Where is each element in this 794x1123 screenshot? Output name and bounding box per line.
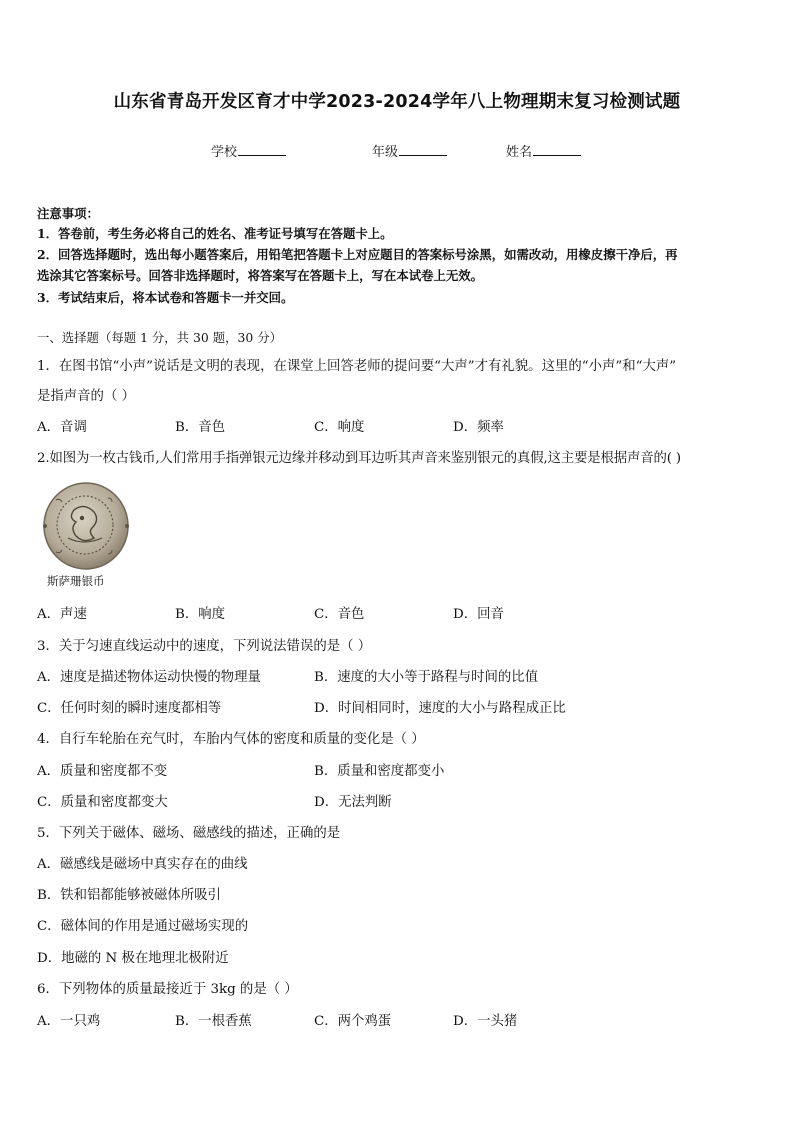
q3-option-c: C．任何时刻的瞬时速度都相等: [37, 701, 222, 716]
q2-option-d: D．回音: [453, 607, 504, 622]
q1-stem-line1: 1．在图书馆“小声”说话是文明的表现，在课堂上回答老师的提问要“大声”才有礼貌。这里的“小声”和“大声”: [37, 359, 677, 374]
q6-stem: 6．下列物体的质量最接近于 3kg 的是（ ）: [37, 982, 298, 997]
grade-blank: [399, 142, 447, 156]
coin-caption: 斯萨珊银币: [47, 574, 105, 588]
q5-stem: 5．下列关于磁体、磁场、磁感线的描述，正确的是: [37, 826, 341, 841]
q3-option-a: A．速度是描述物体运动快慢的物理量: [37, 670, 261, 685]
q3-stem: 3．关于匀速直线运动中的速度，下列说法错误的是（ ）: [37, 639, 372, 654]
school-field: [211, 141, 286, 160]
q5-option-a: A．磁感线是磁场中真实存在的曲线: [37, 857, 248, 872]
q1-option-d: D．频率: [453, 420, 504, 435]
notes-item-1: 1．答卷前，考生务必将自己的姓名、准考证号填写在答题卡上。: [37, 226, 393, 241]
q1-option-b: B．音色: [175, 420, 226, 435]
name-label: 姓名: [506, 145, 533, 160]
school-blank: [238, 142, 286, 156]
notes-item-3: 3．考试结束后，将本试卷和答题卡一并交回。: [37, 290, 294, 305]
q4-option-c: C．质量和密度都变大: [37, 795, 168, 810]
q3-option-b: B．速度的大小等于路程与时间的比值: [314, 670, 539, 685]
q6-option-c: C．两个鸡蛋: [314, 1014, 392, 1029]
notes-item-2: 2．回答选择题时，选出每小题答案后，用铅笔把答题卡上对应题目的答案标号涂黑，如需改动，用橡皮擦干净后，再: [37, 247, 678, 262]
section-heading: 一、选择题（每题 1 分，共 30 题，30 分）: [37, 330, 282, 345]
notes-item-2-cont: 选涂其它答案标号。回答非选择题时，将答案写在答题卡上，写在本试卷上无效。: [37, 268, 484, 283]
q1-option-a: A．音调: [37, 420, 87, 435]
q2-option-c: C．音色: [314, 607, 365, 622]
q2-option-a: A．声速: [37, 607, 87, 622]
q6-option-d: D．一头猪: [453, 1014, 518, 1029]
q3-option-d: D．时间相同时，速度的大小与路程成正比: [314, 701, 566, 716]
name-blank: [533, 142, 581, 156]
q1-stem-line2: 是指声音的（ ）: [37, 389, 135, 404]
q5-option-c: C．磁体间的作用是通过磁场实现的: [37, 919, 249, 934]
q4-option-d: D．无法判断: [314, 795, 392, 810]
q4-stem: 4．自行车轮胎在充气时，车胎内气体的密度和质量的变化是（ ）: [37, 732, 425, 747]
q2-option-b: B．响度: [175, 607, 226, 622]
q6-option-a: A．一只鸡: [37, 1014, 101, 1029]
notes-heading: 注意事项：: [37, 206, 99, 221]
q6-option-b: B．一根香蕉: [175, 1014, 252, 1029]
school-label: 学校: [211, 145, 238, 160]
page-title: 山东省青岛开发区育才中学2023-2024学年八上物理期末复习检测试题: [113, 92, 681, 112]
q4-option-a: A．质量和密度都不变: [37, 764, 168, 779]
name-field: [506, 141, 581, 160]
q5-option-b: B．铁和铝都能够被磁体所吸引: [37, 888, 221, 903]
q5-option-d: D．地磁的 N 极在地理北极附近: [37, 951, 229, 966]
q1-option-c: C．响度: [314, 420, 365, 435]
q2-stem: 2.如图为一枚古钱币,人们常用手指弹银元边缘并移动到耳边听其声音来鉴别银元的真假,这主要是根据声音的( ): [37, 451, 682, 466]
grade-field: [372, 141, 447, 160]
sasanian-coin-illustration: [36, 480, 136, 572]
grade-label: 年级: [372, 145, 399, 160]
q4-option-b: B．质量和密度都变小: [314, 764, 445, 779]
